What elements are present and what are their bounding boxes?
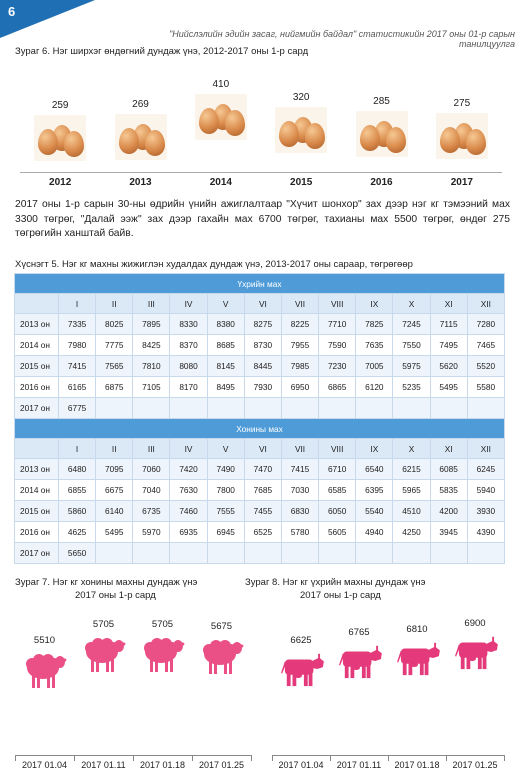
table-cell: 7005 — [356, 356, 393, 377]
table-cell: 5580 — [467, 377, 504, 398]
table-cell — [133, 398, 170, 419]
table-month-header — [15, 294, 505, 314]
sheep-price-chart — [15, 610, 273, 778]
egg-bar — [185, 78, 257, 173]
egg-year-label: 2016 — [370, 177, 393, 188]
chart-data-label: 5705 — [151, 618, 174, 630]
row-year-label: 2016 он — [15, 377, 59, 398]
egg-bar — [265, 78, 337, 173]
chart-data-label: 6625 — [290, 635, 312, 647]
sheep-icon — [23, 650, 67, 695]
egg-shape — [145, 130, 165, 156]
table-section-header — [15, 274, 505, 294]
table-cell: 7280 — [467, 314, 504, 335]
table-cell — [96, 543, 133, 564]
table-cell: 5860 — [59, 501, 96, 522]
table-cell: 7825 — [356, 314, 393, 335]
egg-bar — [24, 78, 96, 173]
month-header-cell: II — [96, 439, 133, 459]
table-cell: 7415 — [281, 459, 318, 480]
egg-data-label: 285 — [373, 96, 390, 108]
eggs-icon — [34, 115, 86, 161]
egg-bar — [426, 78, 498, 173]
egg-year-label: 2017 — [450, 177, 473, 188]
table-cell: 5235 — [393, 377, 430, 398]
table-cell: 7490 — [207, 459, 244, 480]
table-row — [15, 356, 505, 377]
table-cell: 7495 — [430, 335, 467, 356]
table-cell: 5965 — [393, 480, 430, 501]
table-cell: 5605 — [319, 522, 356, 543]
figure7-caption-line2: 2017 оны 1-р сард — [75, 590, 156, 601]
table-cell: 6945 — [207, 522, 244, 543]
egg-year-label: 2013 — [129, 177, 152, 188]
table-cell: 7095 — [96, 459, 133, 480]
cow-icon — [395, 639, 441, 682]
table-cell: 7800 — [207, 480, 244, 501]
chart-data-label: 6765 — [348, 626, 370, 638]
month-header-cell: XI — [430, 294, 467, 314]
month-header-cell: III — [133, 294, 170, 314]
table-cell: 6675 — [96, 480, 133, 501]
table-month-header — [15, 439, 505, 459]
month-header-cell: I — [59, 294, 96, 314]
table-cell — [133, 543, 170, 564]
table-cell: 6875 — [96, 377, 133, 398]
table-row — [15, 501, 505, 522]
egg-shape — [466, 129, 486, 155]
table-cell: 8170 — [170, 377, 207, 398]
sheep-icon — [141, 634, 185, 679]
table-cell: 4940 — [356, 522, 393, 543]
chart-x-label: 2017 01.11 — [336, 760, 382, 770]
table-cell: 8425 — [133, 335, 170, 356]
table-cell: 8730 — [244, 335, 281, 356]
table-cell: 7685 — [244, 480, 281, 501]
chart-x-label: 2017 01.11 — [81, 760, 126, 770]
table-cell: 5975 — [393, 356, 430, 377]
egg-data-label: 259 — [51, 99, 69, 111]
table-cell: 7930 — [244, 377, 281, 398]
chart-data-label: 5675 — [210, 621, 233, 633]
cow-icon — [337, 642, 383, 685]
table-cell: 8685 — [207, 335, 244, 356]
eggs-icon — [436, 113, 488, 159]
table-cell: 7460 — [170, 501, 207, 522]
chart-x-label: 2017 01.18 — [394, 760, 440, 770]
egg-data-label: 410 — [212, 79, 230, 91]
month-header-cell: XI — [430, 439, 467, 459]
table-cell: 6525 — [244, 522, 281, 543]
egg-year-label: 2015 — [290, 177, 313, 188]
row-year-label: 2016 он — [15, 522, 59, 543]
egg-shape — [225, 110, 245, 136]
table-cell: 5970 — [133, 522, 170, 543]
month-header-cell: X — [393, 294, 430, 314]
table-cell: 7230 — [319, 356, 356, 377]
table-cell: 4200 — [430, 501, 467, 522]
row-year-label: 2014 он — [15, 480, 59, 501]
table-cell: 6935 — [170, 522, 207, 543]
month-header-cell: VIII — [319, 294, 356, 314]
month-header-cell: V — [207, 439, 244, 459]
egg-shape — [119, 128, 139, 154]
table-cell: 5940 — [467, 480, 504, 501]
table-cell: 5650 — [59, 543, 96, 564]
table-cell: 7955 — [281, 335, 318, 356]
table-row — [15, 459, 505, 480]
table-cell: 6085 — [430, 459, 467, 480]
table-cell — [207, 543, 244, 564]
month-header-cell: VI — [244, 439, 281, 459]
table-cell: 8495 — [207, 377, 244, 398]
table-cell — [170, 543, 207, 564]
month-header-cell: VIII — [319, 439, 356, 459]
table-cell: 8370 — [170, 335, 207, 356]
table-cell — [393, 543, 430, 564]
table-cell: 4625 — [59, 522, 96, 543]
eggs-icon — [356, 111, 408, 157]
table-cell: 8225 — [281, 314, 318, 335]
table-cell: 8380 — [207, 314, 244, 335]
figure6-caption: Зураг 6. Нэг ширхэг өндөгний дундаж үнэ, 2012-2017 оны 1-р сард — [15, 46, 309, 57]
table-cell — [281, 543, 318, 564]
table-cell: 6395 — [356, 480, 393, 501]
row-year-label: 2013 он — [15, 314, 59, 335]
table-cell: 6830 — [281, 501, 318, 522]
egg-data-label: 275 — [453, 97, 471, 109]
month-header-cell: VII — [281, 439, 318, 459]
month-header-cell: I — [59, 439, 96, 459]
table-cell: 3945 — [430, 522, 467, 543]
chart-x-label: 2017 01.25 — [452, 760, 498, 770]
section-title: Үхрийн мах — [15, 274, 505, 294]
table-row — [15, 398, 505, 419]
egg-data-label: 269 — [132, 98, 149, 110]
table-cell — [430, 543, 467, 564]
table-cell: 3930 — [467, 501, 504, 522]
table-cell — [319, 543, 356, 564]
table-cell: 7550 — [393, 335, 430, 356]
table-cell: 7245 — [393, 314, 430, 335]
egg-shape — [199, 108, 219, 134]
table-cell: 6950 — [281, 377, 318, 398]
chart-x-label: 2017 01.18 — [139, 760, 186, 770]
egg-chart-axis — [20, 172, 502, 173]
cow-icon — [279, 650, 325, 693]
table-cell: 8145 — [207, 356, 244, 377]
table-cell: 4390 — [467, 522, 504, 543]
table-cell: 6050 — [319, 501, 356, 522]
table-cell: 7420 — [170, 459, 207, 480]
month-header-cell: IX — [356, 294, 393, 314]
table-cell: 6865 — [319, 377, 356, 398]
table-cell: 5540 — [356, 501, 393, 522]
chart-x-label: 2017 01.04 — [21, 760, 68, 770]
table-cell: 7710 — [319, 314, 356, 335]
chart-data-label: 6900 — [464, 618, 486, 630]
table-cell: 6735 — [133, 501, 170, 522]
table-cell: 7555 — [207, 501, 244, 522]
table-cell — [467, 398, 504, 419]
table-cell: 6480 — [59, 459, 96, 480]
table-cell — [244, 398, 281, 419]
table-cell: 7105 — [133, 377, 170, 398]
table-section-header — [15, 419, 505, 439]
month-header-cell: II — [96, 294, 133, 314]
table-cell: 7115 — [430, 314, 467, 335]
table-cell — [170, 398, 207, 419]
row-year-label: 2015 он — [15, 356, 59, 377]
meat-price-table — [14, 273, 505, 564]
figure8-caption-line1: Зураг 8. Нэг кг үхрийн махны дундаж үнэ — [245, 577, 426, 588]
table-cell: 8080 — [170, 356, 207, 377]
section-title: Хонины мах — [15, 419, 505, 439]
egg-year-label: 2012 — [49, 177, 72, 188]
table-cell: 6855 — [59, 480, 96, 501]
table-cell: 8445 — [244, 356, 281, 377]
table-cell: 7060 — [133, 459, 170, 480]
table-cell: 5520 — [467, 356, 504, 377]
table-cell: 5835 — [430, 480, 467, 501]
table-cell — [356, 543, 393, 564]
table-cell: 8330 — [170, 314, 207, 335]
egg-shape — [360, 125, 380, 151]
table-row — [15, 480, 505, 501]
table-cell: 7590 — [319, 335, 356, 356]
figure8-caption-line2: 2017 оны 1-р сард — [300, 590, 381, 601]
table-cell: 6540 — [356, 459, 393, 480]
chart-data-label: 5705 — [92, 618, 115, 630]
table5-caption: Хүснэгт 5. Нэг кг махны жижиглэн худалдах дундаж үнэ, 2013-2017 оны сараар, төгрөгөөр — [15, 259, 413, 270]
table-cell: 7040 — [133, 480, 170, 501]
table-cell: 7810 — [133, 356, 170, 377]
table-cell: 6710 — [319, 459, 356, 480]
table-cell: 8275 — [244, 314, 281, 335]
chart-data-label: 5510 — [33, 635, 56, 646]
table-cell: 4250 — [393, 522, 430, 543]
month-header-cell: VI — [244, 294, 281, 314]
month-header-cell: IV — [170, 439, 207, 459]
table-row — [15, 314, 505, 335]
row-year-label: 2013 он — [15, 459, 59, 480]
row-year-label: 2014 он — [15, 335, 59, 356]
egg-shape — [64, 131, 84, 157]
table-cell: 7470 — [244, 459, 281, 480]
row-year-label: 2015 он — [15, 501, 59, 522]
table-cell: 5620 — [430, 356, 467, 377]
table-cell: 6120 — [356, 377, 393, 398]
table-cell: 7455 — [244, 501, 281, 522]
figure7-caption-line1: Зураг 7. Нэг кг хонины махны дундаж үнэ — [15, 577, 198, 588]
table-cell — [281, 398, 318, 419]
table-cell — [96, 398, 133, 419]
sheep-icon — [200, 636, 244, 681]
table-cell: 7980 — [59, 335, 96, 356]
table-cell: 6140 — [96, 501, 133, 522]
table-cell: 6165 — [59, 377, 96, 398]
table-cell: 7775 — [96, 335, 133, 356]
table-cell: 6215 — [393, 459, 430, 480]
row-year-label: 2017 он — [15, 543, 59, 564]
month-header-cell: XII — [467, 439, 504, 459]
table-cell — [393, 398, 430, 419]
egg-shape — [386, 127, 406, 153]
month-header-cell: X — [393, 439, 430, 459]
month-header-cell: VII — [281, 294, 318, 314]
table-cell — [207, 398, 244, 419]
table-cell: 7415 — [59, 356, 96, 377]
table-cell: 5495 — [96, 522, 133, 543]
table-cell — [356, 398, 393, 419]
egg-shape — [38, 129, 58, 155]
month-header-blank — [15, 439, 59, 459]
month-header-cell: IV — [170, 294, 207, 314]
row-year-label: 2017 он — [15, 398, 59, 419]
table-row — [15, 335, 505, 356]
table-cell: 7635 — [356, 335, 393, 356]
table-cell — [244, 543, 281, 564]
table-row — [15, 377, 505, 398]
table-cell: 5780 — [281, 522, 318, 543]
table-cell: 7335 — [59, 314, 96, 335]
month-header-cell: IX — [356, 439, 393, 459]
chart-x-label: 2017 01.04 — [278, 760, 324, 770]
chart-data-label: 6810 — [406, 623, 428, 635]
egg-price-chart — [20, 78, 502, 193]
table-cell: 7030 — [281, 480, 318, 501]
table-cell: 7630 — [170, 480, 207, 501]
publication-title: "Нийслэлийн эдийн засаг, нийгмийн байдал" статистикийн 2017 оны 01-р сарын танилцуулга — [169, 29, 515, 49]
table-cell: 7895 — [133, 314, 170, 335]
table-cell: 8025 — [96, 314, 133, 335]
table-cell: 6245 — [467, 459, 504, 480]
chart-x-label: 2017 01.25 — [198, 760, 245, 770]
month-header-cell: XII — [467, 294, 504, 314]
egg-year-label: 2014 — [209, 177, 232, 188]
egg-bar — [346, 78, 418, 173]
market-price-paragraph: 2017 оны 1-р сарын 30-ны өдрийн үнийн ажиглалтаар "Хүчит шонхор" зах дээр нэг кг тэмээний мах 3300 төгрөг, "Далай ээж" зах дээр гахайн мах 6700 төгрөг, тахианы мах 5500 төгрөг, өндөг 275 төгрөгийн ханштай байв. — [15, 199, 510, 239]
month-header-cell: V — [207, 294, 244, 314]
table-cell: 4510 — [393, 501, 430, 522]
egg-bar — [105, 78, 177, 173]
table-cell: 7985 — [281, 356, 318, 377]
table-cell: 6585 — [319, 480, 356, 501]
eggs-icon — [275, 107, 327, 153]
cow-icon — [453, 633, 499, 676]
egg-shape — [440, 127, 460, 153]
sheep-icon — [82, 634, 126, 679]
page-number: 6 — [8, 4, 16, 19]
table-cell: 5495 — [430, 377, 467, 398]
table-cell: 7565 — [96, 356, 133, 377]
table-row — [15, 522, 505, 543]
egg-data-label: 320 — [292, 91, 310, 103]
table-cell: 6775 — [59, 398, 96, 419]
table-row — [15, 543, 505, 564]
table-cell — [319, 398, 356, 419]
month-header-cell: III — [133, 439, 170, 459]
table-cell — [467, 543, 504, 564]
month-header-blank — [15, 294, 59, 314]
table-cell: 7465 — [467, 335, 504, 356]
egg-shape — [305, 123, 325, 149]
eggs-icon — [195, 94, 247, 140]
table-cell — [430, 398, 467, 419]
cow-price-chart — [272, 610, 512, 778]
eggs-icon — [115, 114, 167, 160]
